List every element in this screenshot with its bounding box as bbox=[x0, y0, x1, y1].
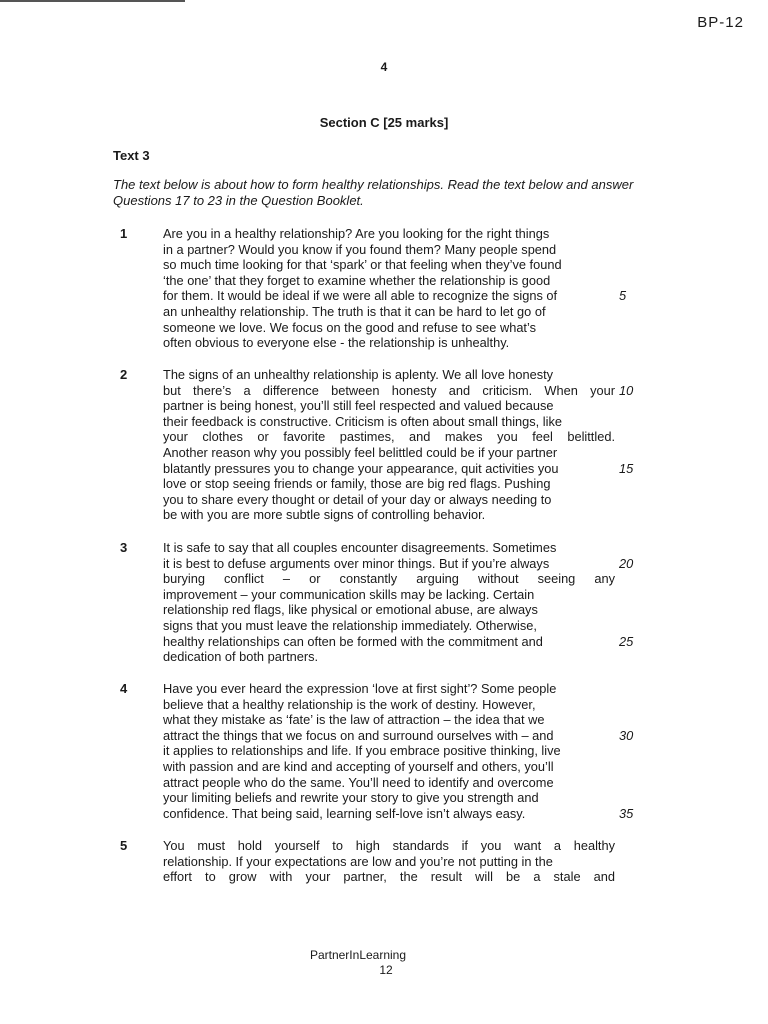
paragraph-body bbox=[163, 838, 615, 885]
line-marker: 25 bbox=[619, 633, 634, 649]
paragraph-number: 4 bbox=[120, 681, 128, 696]
paragraph-number: 5 bbox=[120, 838, 128, 853]
document-code: BP-12 bbox=[697, 14, 744, 31]
text-line: burying conflict – or constantly arguing without seeing any bbox=[163, 571, 615, 587]
text-line: ‘the one’ that they forget to examine whether the relationship is good bbox=[163, 272, 551, 288]
text-line: The signs of an unhealthy relationship is aplenty. We all love honesty bbox=[163, 367, 554, 382]
text-line: it is best to defuse arguments over minor things. But if you’re always bbox=[163, 555, 550, 571]
text-line: be with you are more subtle signs of controlling behavior. bbox=[163, 507, 486, 523]
paragraph-number: 2 bbox=[120, 367, 128, 382]
line-marker: 35 bbox=[619, 805, 634, 821]
line-marker: 30 bbox=[619, 727, 634, 743]
text-line: Another reason why you possibly feel belittled could be if your partner bbox=[163, 444, 558, 460]
text-line: in a partner? Would you know if you found them? Many people spend bbox=[163, 241, 557, 257]
footer-brand: PartnerInLearning bbox=[309, 948, 407, 962]
text-line: love or stop seeing friends or family, those are big red flags. Pushing bbox=[163, 476, 551, 492]
line-marker: 15 bbox=[619, 460, 634, 476]
text-line: so much time looking for that ‘spark’ or that feeling when they’ve found bbox=[163, 257, 562, 273]
text-line: improvement – your communication skills may be lacking. Certain bbox=[163, 586, 535, 602]
text-line: blatantly pressures you to change your appearance, quit activities you bbox=[163, 460, 559, 476]
text-line: your clothes or favorite pastimes, and makes you feel belittled. bbox=[163, 429, 615, 445]
text-line: but there’s a difference between honesty and criticism. When your bbox=[163, 382, 615, 398]
footer-page-number: 12 bbox=[379, 963, 393, 977]
paragraph-body bbox=[163, 681, 615, 821]
line-marker: 10 bbox=[619, 382, 634, 398]
text-line: with passion and are kind and accepting of yourself and others, you’ll bbox=[163, 758, 554, 774]
paragraph-body bbox=[163, 540, 615, 665]
section-title: Section C [25 marks] bbox=[319, 115, 449, 130]
line-marker: 5 bbox=[619, 288, 627, 304]
text-line: you to share every thought or detail of your day or always needing to bbox=[163, 491, 552, 507]
text-line: your limiting beliefs and rewrite your story to give you strength and bbox=[163, 790, 539, 806]
text-line: You must hold yourself to high standards if you want a healthy bbox=[163, 838, 615, 853]
text-line: attract people who do the same. You’ll need to identify and overcome bbox=[163, 774, 554, 790]
text-line: an unhealthy relationship. The truth is that it can be hard to let go of bbox=[163, 303, 546, 319]
top-edge-rule bbox=[0, 0, 185, 2]
text-line: It is safe to say that all couples encounter disagreements. Sometimes bbox=[163, 540, 557, 555]
text-line: often obvious to everyone else - the relationship is unhealthy. bbox=[163, 335, 510, 351]
text-line: what they mistake as ‘fate’ is the law of attraction – the idea that we bbox=[163, 712, 545, 728]
text-line: signs that you must leave the relationship immediately. Otherwise, bbox=[163, 617, 537, 633]
text-line: it applies to relationships and life. If you embrace positive thinking, live bbox=[163, 743, 561, 759]
paragraph-body bbox=[163, 226, 615, 351]
intro-instructions: The text below is about how to form healthy relationships. Read the text below and answer Questions 17 to 23 in the Question Booklet. bbox=[113, 177, 634, 208]
text-label: Text 3 bbox=[113, 148, 150, 163]
text-line: healthy relationships can often be formed with the commitment and bbox=[163, 633, 543, 649]
text-line: effort to grow with your partner, the result will be a stale and bbox=[163, 869, 615, 885]
text-line: their feedback is constructive. Criticism is often about small things, like bbox=[163, 413, 562, 429]
text-line: relationship red flags, like physical or emotional abuse, are always bbox=[163, 602, 538, 618]
paragraph-number: 3 bbox=[120, 540, 128, 555]
text-line: confidence. That being said, learning self-love isn’t always easy. bbox=[163, 805, 526, 821]
text-line: believe that a healthy relationship is the work of destiny. However, bbox=[163, 696, 536, 712]
text-line: dedication of both partners. bbox=[163, 649, 319, 665]
text-line: Have you ever heard the expression ‘love at first sight’? Some people bbox=[163, 681, 557, 696]
paragraph-number: 1 bbox=[120, 226, 128, 241]
text-line: relationship. If your expectations are low and you’re not putting in the bbox=[163, 853, 553, 869]
page-number: 4 bbox=[380, 60, 388, 74]
line-marker: 20 bbox=[619, 555, 634, 571]
text-line: partner is being honest, you’ll still feel respected and valued because bbox=[163, 398, 554, 414]
text-line: Are you in a healthy relationship? Are you looking for the right things bbox=[163, 226, 550, 241]
text-line: attract the things that we focus on and surround ourselves with – and bbox=[163, 727, 554, 743]
text-line: for them. It would be ideal if we were all able to recognize the signs of bbox=[163, 288, 558, 304]
text-line: someone we love. We focus on the good and refuse to see what’s bbox=[163, 319, 537, 335]
paragraph-body bbox=[163, 367, 615, 523]
